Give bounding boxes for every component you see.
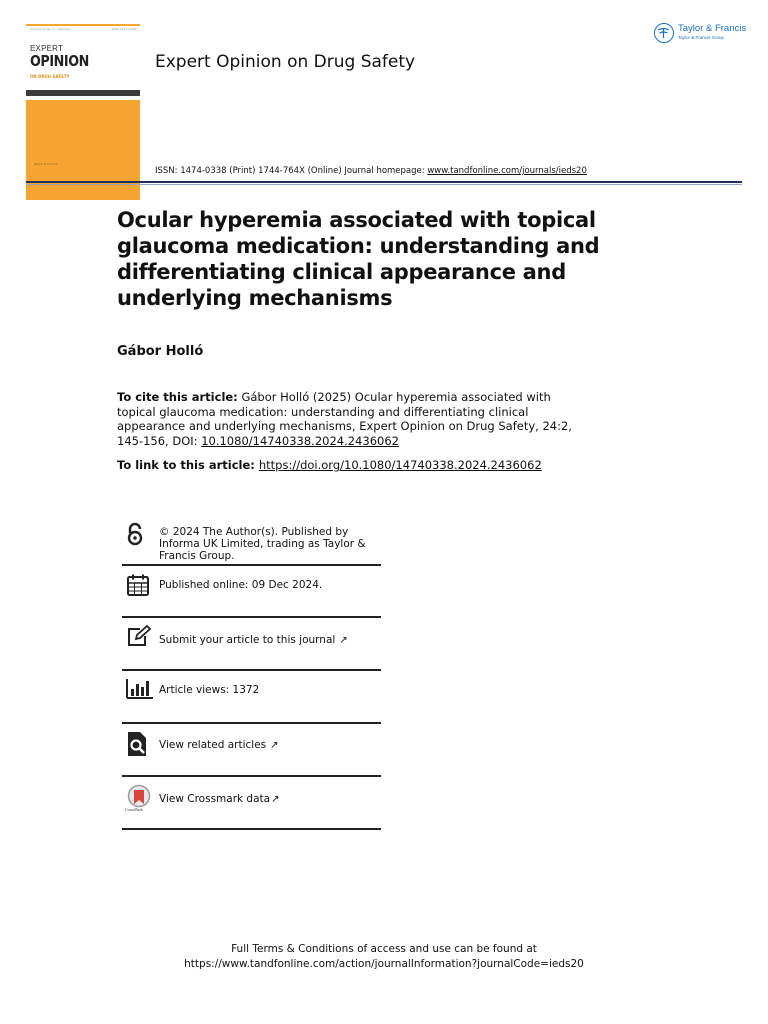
journal-cover bbox=[26, 24, 140, 176]
open-access-icon bbox=[122, 522, 148, 548]
crossmark-icon bbox=[125, 784, 151, 810]
link-label: To link to this article: bbox=[117, 458, 259, 472]
info-divider bbox=[122, 669, 381, 671]
external-link-icon: ↗ bbox=[270, 740, 279, 751]
article-views-row bbox=[122, 675, 381, 721]
issn-line bbox=[155, 166, 587, 176]
cover-expert-text: EXPERT bbox=[30, 44, 64, 53]
cover-issn-text: ISSN 1474-0338 bbox=[111, 27, 136, 31]
info-divider bbox=[122, 828, 381, 830]
calendar-icon bbox=[126, 573, 152, 599]
cover-dark-band bbox=[26, 90, 140, 96]
footer-terms-link[interactable]: https://www.tandfonline.com/action/journalInformation?journalCode=ieds20 bbox=[184, 958, 584, 970]
cite-label: To cite this article: bbox=[117, 390, 238, 404]
publisher-logo[interactable] bbox=[654, 22, 746, 48]
info-divider bbox=[122, 564, 381, 566]
search-document-icon bbox=[126, 731, 152, 757]
header-rule bbox=[26, 181, 742, 183]
article-author: Gábor Holló bbox=[117, 344, 204, 359]
cover-top-line bbox=[26, 24, 140, 26]
tf-logo-group: Taylor & Francis Group bbox=[678, 35, 725, 40]
related-articles-label: View related articles bbox=[159, 739, 267, 751]
article-doi-link[interactable]: https://doi.org/10.1080/14740338.2024.2436062 bbox=[258, 458, 542, 472]
article-title: Ocular hyperemia associated with topical glaucoma medication: understanding and differentiating clinical appearance and underlying mechanisms bbox=[117, 208, 600, 310]
footer-terms bbox=[0, 942, 768, 972]
published-row bbox=[122, 570, 381, 616]
journal-homepage-link[interactable]: www.tandfonline.com/journals/ieds20 bbox=[427, 166, 587, 176]
article-views-text: Article views: 1372 bbox=[159, 684, 260, 696]
edit-icon bbox=[126, 624, 152, 650]
published-date-text: Published online: 09 Dec 2024. bbox=[159, 579, 323, 591]
tf-logo-name: Taylor & Francis bbox=[678, 23, 747, 34]
tf-logo-icon bbox=[654, 23, 674, 43]
article-link-line bbox=[117, 458, 542, 472]
cover-orange-panel bbox=[26, 100, 140, 200]
info-divider bbox=[122, 722, 381, 724]
footer-line-1: Full Terms & Conditions of access and use can be found at bbox=[231, 943, 537, 955]
cover-opinion-text: OPINION bbox=[30, 52, 89, 70]
external-link-icon: ↗ bbox=[271, 794, 280, 805]
external-link-icon: ↗ bbox=[339, 635, 348, 646]
crossmark-row[interactable] bbox=[122, 782, 381, 828]
open-access-text: © 2024 The Author(s). Published by Informa UK Limited, trading as Taylor & Francis Group. bbox=[159, 526, 366, 562]
header-rule-secondary bbox=[26, 184, 742, 185]
submit-article-link[interactable] bbox=[159, 634, 348, 647]
cover-subtitle: ON DRUG SAFETY bbox=[30, 74, 70, 79]
info-divider bbox=[122, 775, 381, 777]
submit-article-label: Submit your article to this journal bbox=[159, 634, 336, 646]
cite-text: Gábor Holló (2025) Ocular hyperemia associated with topical glaucoma medication: understanding and differentiating clinical appearance and underlying mechanisms, Expert Opinion on Drug Safety, 24:2, 145-156, DOI: bbox=[117, 390, 572, 448]
journal-title[interactable]: Expert Opinion on Drug Safety bbox=[155, 52, 416, 72]
related-articles-row[interactable] bbox=[122, 728, 381, 774]
bar-chart-icon bbox=[126, 677, 152, 703]
issn-text: ISSN: 1474-0338 (Print) 1744-764X (Online) Journal homepage: bbox=[155, 166, 428, 176]
cite-doi-link[interactable]: 10.1080/14740338.2024.2436062 bbox=[201, 433, 399, 448]
related-articles-link[interactable] bbox=[159, 739, 279, 752]
crossmark-label: View Crossmark data bbox=[159, 793, 271, 805]
citation-block bbox=[117, 390, 587, 448]
cover-issue-text: Volume 24 No. 2 · February bbox=[30, 27, 71, 31]
crossmark-logo-text: CrossMark bbox=[125, 807, 143, 812]
cover-publisher-mark: Taylor & Francis bbox=[34, 162, 58, 166]
submit-article-row[interactable] bbox=[122, 622, 381, 668]
open-access-row bbox=[122, 520, 381, 564]
crossmark-link[interactable] bbox=[159, 793, 279, 806]
info-divider bbox=[122, 616, 381, 618]
